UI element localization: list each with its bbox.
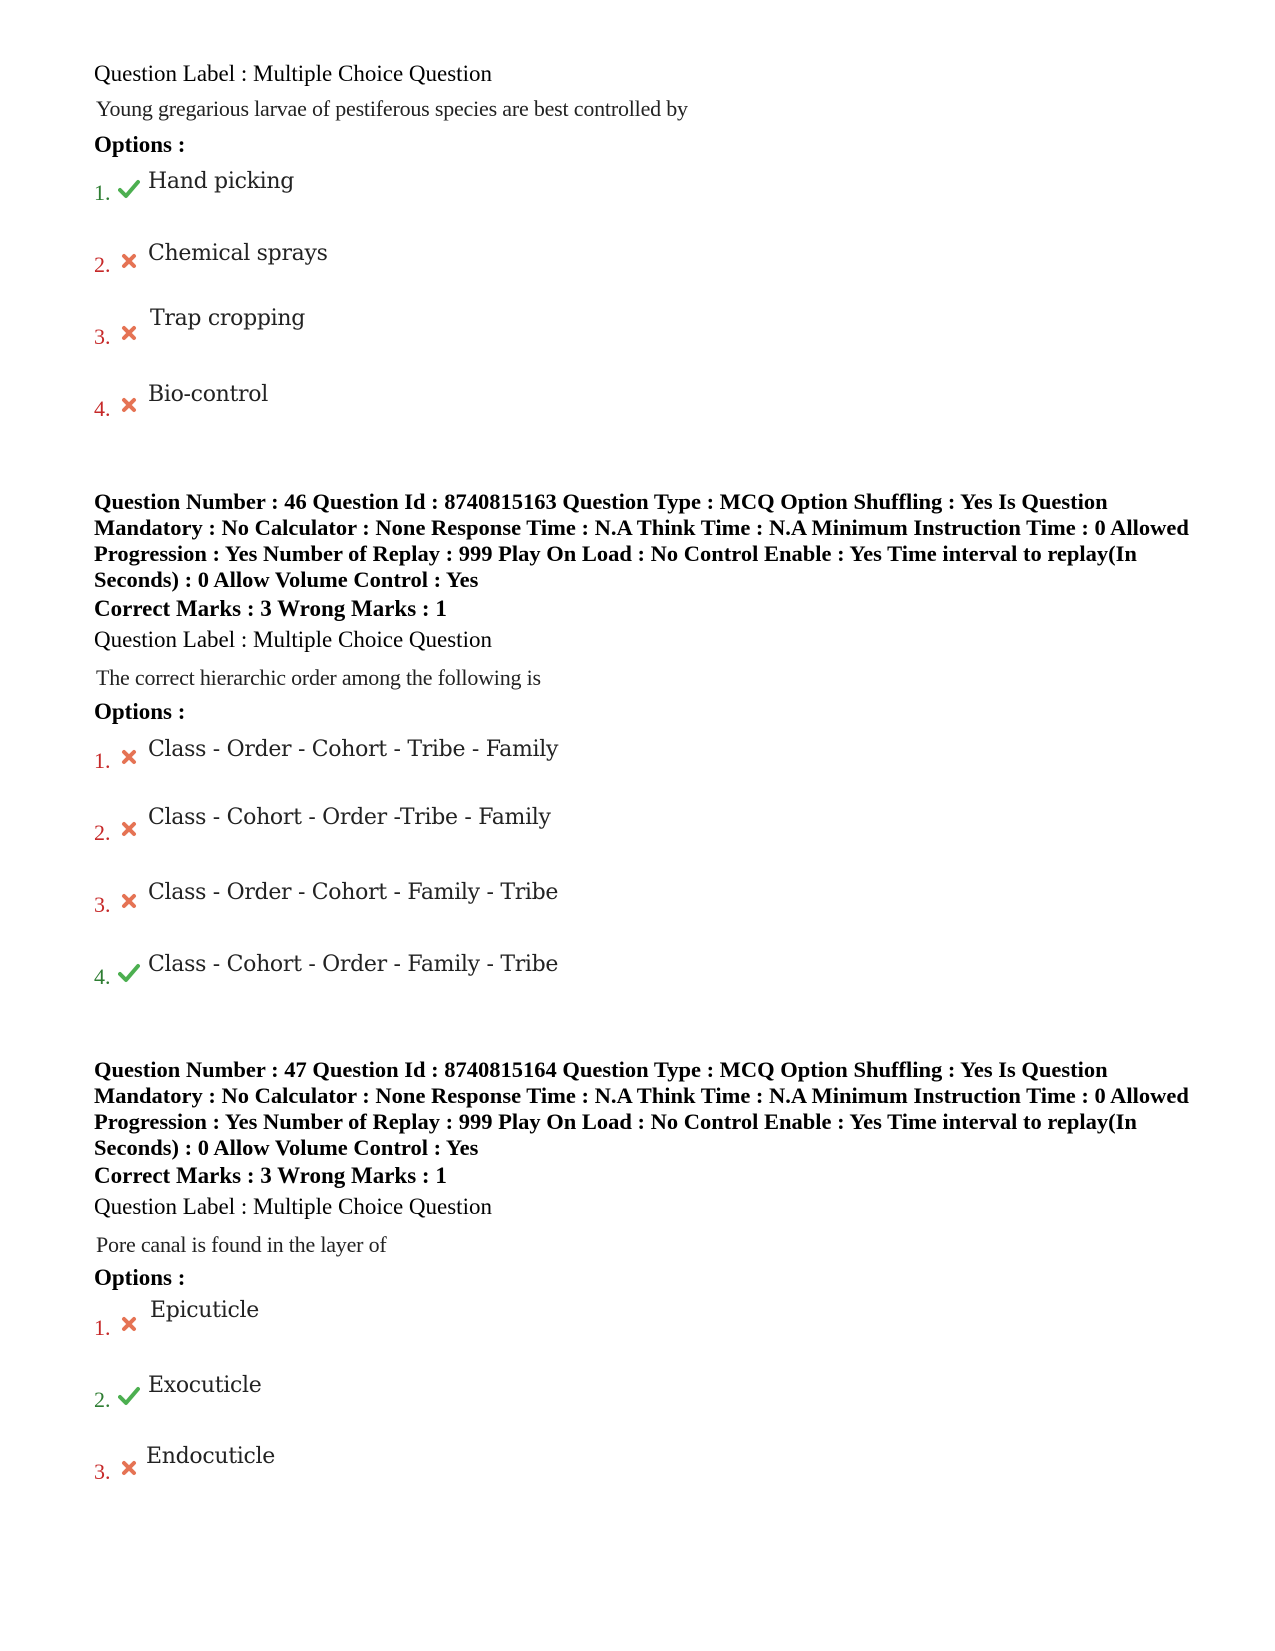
check-icon: [118, 1385, 140, 1407]
marks-info: Correct Marks : 3 Wrong Marks : 1: [94, 1163, 447, 1188]
option-item: [94, 1298, 794, 1347]
option-text: Chemical sprays: [148, 241, 328, 266]
check-icon: [118, 962, 140, 984]
option-number: 2.: [94, 252, 111, 277]
question-meta: Question Number : 47 Question Id : 8740815164 Question Type : MCQ Option Shuffling : Yes Is Question Mandatory : No Calculator : None Response Time : N.A Think Time : N.A Minimum Instruction Time : 0 Allowed Progression : Yes Number of Replay : 999 Play On Load : No Control Enable : Yes Time interval to replay(In Seconds) : 0 Allow Volume Control : Yes: [94, 1057, 1189, 1160]
option-number: 2.: [94, 820, 111, 845]
option-text: Endocuticle: [146, 1444, 276, 1469]
question-text: Pore canal is found in the layer of: [96, 1232, 387, 1257]
marks-info: Correct Marks : 3 Wrong Marks : 1: [94, 596, 447, 621]
option-item: [94, 306, 794, 356]
question-label: Question Label : Multiple Choice Question: [94, 627, 492, 652]
option-number: 4.: [94, 964, 111, 989]
option-item: [94, 1373, 794, 1419]
option-text: Class - Order - Cohort - Family - Tribe: [148, 880, 559, 905]
option-item: [94, 382, 794, 428]
option-text: Epicuticle: [150, 1298, 259, 1323]
option-number: 3.: [94, 324, 111, 349]
cross-icon: [118, 394, 140, 416]
option-item: [94, 1444, 794, 1491]
option-number: 1.: [94, 180, 111, 205]
cross-icon: [118, 890, 140, 912]
option-text: Class - Order - Cohort - Tribe - Family: [148, 737, 559, 762]
option-item: [94, 952, 794, 996]
option-item: [94, 805, 794, 852]
options-label: Options :: [94, 1265, 186, 1290]
question-text: Young gregarious larvae of pestiferous species are best controlled by: [96, 96, 688, 121]
option-text: Exocuticle: [148, 1373, 262, 1398]
cross-icon: [118, 746, 140, 768]
option-number: 4.: [94, 396, 111, 421]
question-text: The correct hierarchic order among the following is: [96, 665, 541, 690]
option-number: 3.: [94, 892, 111, 917]
option-item: [94, 241, 794, 284]
option-text: Class - Cohort - Order - Family - Tribe: [148, 952, 559, 977]
option-item: [94, 737, 794, 780]
option-item: [94, 169, 794, 212]
question-label: Question Label : Multiple Choice Question: [94, 61, 492, 86]
option-text: Bio-control: [148, 382, 268, 407]
option-item: [94, 880, 794, 924]
check-icon: [118, 178, 140, 200]
option-number: 1.: [94, 1315, 111, 1340]
option-text: Trap cropping: [150, 306, 306, 331]
cross-icon: [118, 250, 140, 272]
cross-icon: [118, 322, 140, 344]
options-label: Options :: [94, 132, 186, 157]
cross-icon: [118, 1457, 140, 1479]
option-number: 2.: [94, 1387, 111, 1412]
question-meta: Question Number : 46 Question Id : 8740815163 Question Type : MCQ Option Shuffling : Yes Is Question Mandatory : No Calculator : None Response Time : N.A Think Time : N.A Minimum Instruction Time : 0 Allowed Progression : Yes Number of Replay : 999 Play On Load : No Control Enable : Yes Time interval to replay(In Seconds) : 0 Allow Volume Control : Yes: [94, 489, 1189, 592]
option-text: Class - Cohort - Order -Tribe - Family: [148, 805, 551, 830]
option-text: Hand picking: [148, 169, 295, 194]
option-number: 3.: [94, 1459, 111, 1484]
option-number: 1.: [94, 748, 111, 773]
question-label: Question Label : Multiple Choice Question: [94, 1194, 492, 1219]
cross-icon: [118, 1313, 140, 1335]
options-label: Options :: [94, 699, 186, 724]
cross-icon: [118, 818, 140, 840]
